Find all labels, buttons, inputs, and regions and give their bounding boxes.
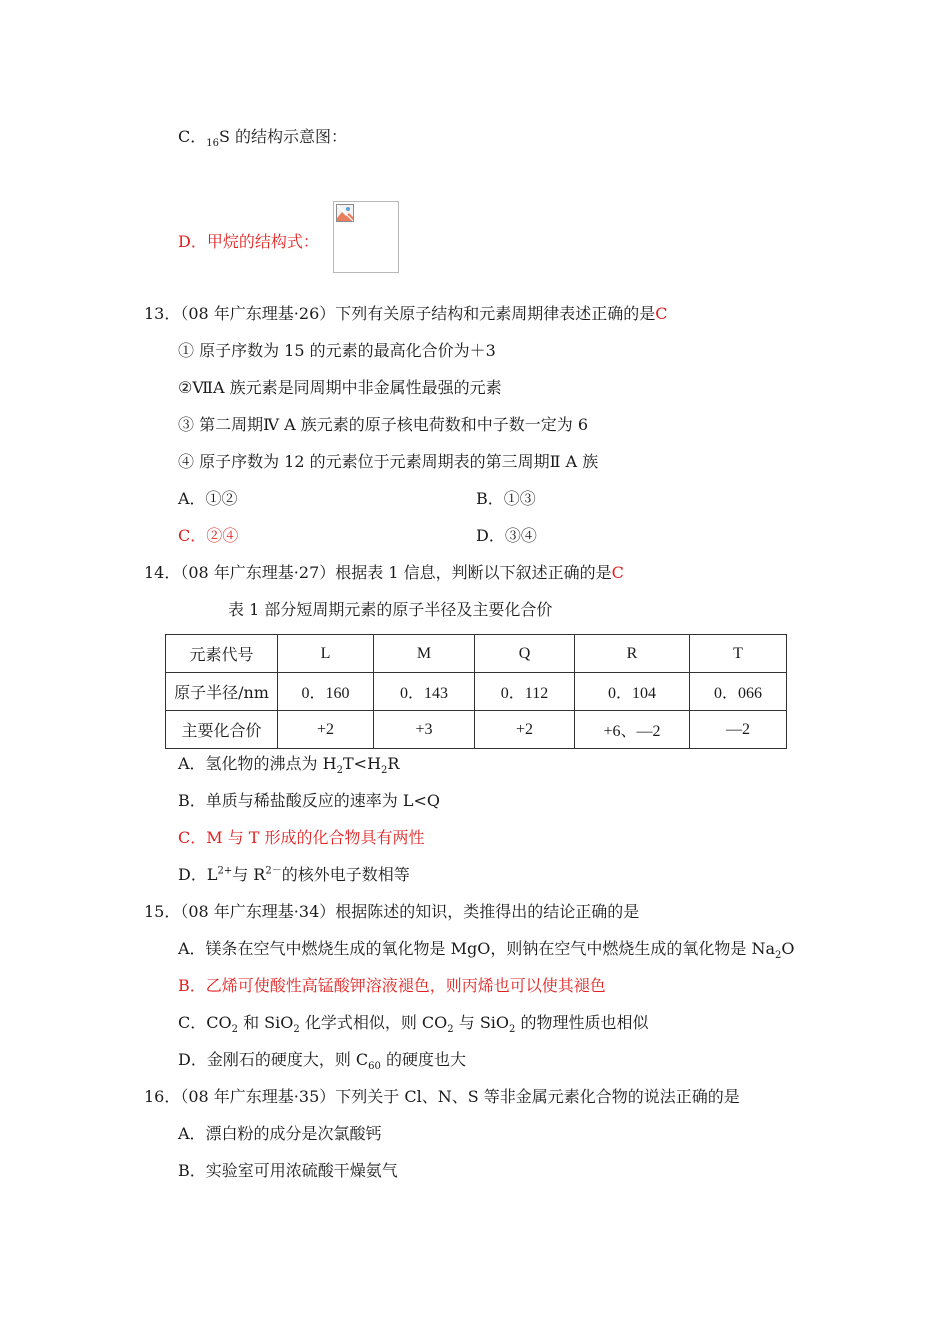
q12-option-c [178,127,348,150]
table-cell: —2 [690,711,787,749]
q12-option-c-text: S 的结构示意图： [218,127,348,146]
q16-option-a: A．漂白粉的成分是次氯酸钙 [178,1124,382,1143]
q14-option-d [178,865,410,885]
q15-stem: 15．（08 年广东理基·34）根据陈述的知识，类推得出的结论正确的是 [144,902,640,921]
table-cell: 0．104 [575,673,690,711]
table-caption: 表 1 部分短周期元素的原子半径及主要化合价 [228,600,553,619]
q15-option-b: B．乙烯可使酸性高锰酸钾溶液褪色，则丙烯也可以使其褪色 [178,976,606,995]
q13-option-a: A．①② [178,489,238,508]
text-part: R [387,754,400,773]
q14-answer: C [611,563,624,582]
q16-stem: 16．（08 年广东理基·35）下列关于 Cl、N、S 等非金属元素化合物的说法正确的是 [144,1087,740,1106]
table-cell: 0．143 [374,673,475,711]
text-part: 化学式相似，则 CO [299,1013,448,1032]
q14-option-b: B．单质与稀盐酸反应的速率为 L<Q [178,791,440,810]
superscript: 2+ [217,865,233,877]
subscript: 2 [293,1024,300,1036]
subscript: 2 [231,1024,238,1036]
q14-stem [144,563,624,583]
text-part: O [781,939,795,958]
q13-item-1: ① 原子序数为 15 的元素的最高化合价为＋3 [178,341,496,360]
table-cell: +6、—2 [575,711,690,749]
text-part: T<H [342,754,382,773]
broken-image-icon [336,204,354,222]
table-cell: +2 [278,711,374,749]
table-row [166,673,787,711]
text-part: 与 SiO [453,1013,510,1032]
text-part: A．镁条在空气中燃烧生成的氧化物是 MgO，则钠在空气中燃烧生成的氧化物是 Na [178,939,776,958]
subscript: 60 [368,1061,381,1073]
q13-stem-text: 13．（08 年广东理基·26）下列有关原子结构和元素周期律表述正确的是 [144,304,656,323]
text-part: 与 R [232,865,266,884]
table-cell: 0．112 [475,673,575,711]
q13-item-4: ④ 原子序数为 12 的元素位于元素周期表的第三周期Ⅱ A 族 [178,452,599,471]
subscript: 2 [447,1024,454,1036]
q14-option-a [178,754,400,777]
table-cell: 主要化合价 [166,711,278,749]
q16-option-b: B．实验室可用浓硫酸干燥氨气 [178,1161,398,1180]
table-header-row [166,635,787,673]
subscript: 2 [775,950,782,962]
subscript: 2 [336,765,343,777]
table-header-cell: L [278,635,374,673]
table-header-cell: 元素代号 [166,635,278,673]
q14-option-c: C．M 与 T 形成的化合物具有两性 [178,828,425,847]
table-cell: 原子半径/nm [166,673,278,711]
q12-option-d: D．甲烷的结构式： [178,232,319,251]
subscript: 2 [509,1024,516,1036]
text-part: 和 SiO [237,1013,294,1032]
table-cell: +3 [374,711,475,749]
text-part: 的物理性质也相似 [515,1013,649,1032]
superscript: 2－ [265,865,282,877]
table-row [166,711,787,749]
text-part: D．金刚石的硬度大，则 C [178,1050,369,1069]
q13-option-d: D．③④ [476,526,537,545]
q13-item-2: ②ⅦA 族元素是同周期中非金属性最强的元素 [178,378,502,397]
table-header-cell: R [575,635,690,673]
table-cell: 0．160 [278,673,374,711]
table-header-cell: T [690,635,787,673]
q13-option-b: B．①③ [476,489,536,508]
element-table [165,634,787,749]
q12-option-c-prefix: C． [178,127,207,146]
q15-option-d [178,1050,466,1073]
table-cell: +2 [475,711,575,749]
text-part: C．CO [178,1013,232,1032]
text-part: 的硬度也大 [380,1050,466,1069]
q13-item-3: ③ 第二周期Ⅳ A 族元素的原子核电荷数和中子数一定为 6 [178,415,589,434]
q13-stem [144,304,668,324]
q12-option-c-sub: 16 [206,138,219,150]
q13-answer: C [655,304,668,323]
table-header-cell: M [374,635,475,673]
q14-stem-text: 14．（08 年广东理基·27）根据表 1 信息，判断以下叙述正确的是 [144,563,612,582]
text-part: 的核外电子数相等 [281,865,410,884]
text-part: D．L [178,865,218,884]
q15-option-c [178,1013,649,1036]
q13-option-c: C．②④ [178,526,239,545]
subscript: 2 [381,765,388,777]
table-header-cell: Q [475,635,575,673]
methane-structure-image [333,201,399,273]
text-part: A．氢化物的沸点为 H [178,754,337,773]
table-cell: 0．066 [690,673,787,711]
q15-option-a [178,939,795,962]
